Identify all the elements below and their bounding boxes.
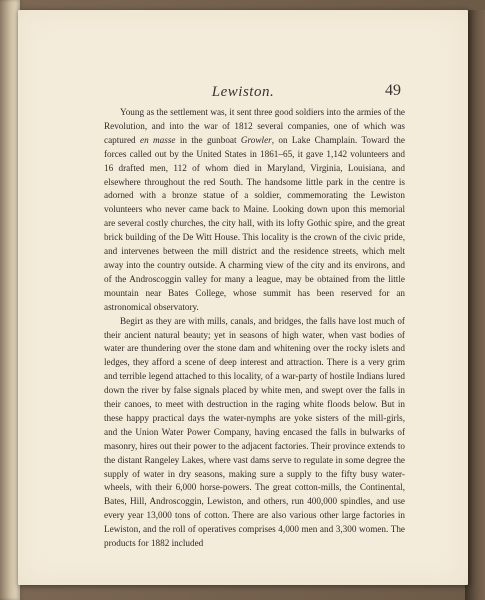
paragraph-1-text-2: in the gunboat (175, 134, 241, 145)
paragraph-1 (104, 106, 405, 315)
paragraph-1-text: Young as the settlement was, it sent three good soldiers into the armies of the Revolution, and into the war of 1812 several companies, one of which was captured (104, 107, 405, 145)
running-title: Lewiston. (211, 84, 275, 100)
book-edge-shadow (465, 10, 485, 600)
facing-page-edge (0, 0, 20, 600)
book-page (18, 10, 468, 585)
paragraph-2 (104, 315, 405, 551)
page-number: 49 (385, 82, 401, 99)
paragraph-2-text: Begirt as they are with mills, canals, and bridges, the falls have lost much of their ancient natural beauty; yet in seasons of high water, when vast bodies of water are thundering over the stone dam and whitening over the rocky islets and ledges, they afford a scene of deep interest and attraction. There is a very grim and terrible legend attached to this locality, of a war-party of hostile Indians lured down the river by false signals placed by white men, and swept over the falls in their canoes, to meet with destruction in the raging white floods below. But in these happy practical days the water-nymphs are yoke sisters of the mill-girls, and the Union Water Power Company, having encased the falls in bulwarks of masonry, hires out their power to the adjacent factories. Their province extends to the distant Rangeley Lakes, where vast dams serve to regulate in some degree the supply of water in dry seasons, making sure a supply to the fifty busy water-wheels, with their 6,000 horse-powers. The great cotton-mills, the Continental, Bates, Hill, Androscoggin, Lewiston, and others, run 400,000 spindles, and use every year 13,000 tons of cotton. There are also various other large factories in Lewiston, and the roll of operatives comprises 4,000 men and 3,300 women. The products for 1882 included (104, 315, 405, 549)
body-text (104, 106, 405, 551)
paragraph-1-text-3: , on Lake Champlain. Toward the forces called out by the United States in 1861–65, it gave 1,142 volunteers and 16 drafted men, 112 of whom died in Maryland, Virginia, Louisiana, and elsewhere throughout the red South. The handsome little park in the centre is adorned with a bronze statue of a soldier, commemorating the Lewiston volunteers who never came back to Maine. Looking down upon this memorial are several costly churches, the city hall, with its lofty Gothic spire, and the great brick building of the De Witt House. This locality is the crown of the civic pride, and intervenes between the mill district and the residence streets, which melt away into the country outside. A charming view of the city and its environs, and of the Androscoggin valley for many a league, may be obtained from the little mountain near Bates College, whose summit has been reserved for an astronomical observatory. (104, 134, 405, 312)
italic-phrase-en-masse: en masse (140, 134, 176, 145)
italic-ship-name: Growler (240, 134, 272, 145)
